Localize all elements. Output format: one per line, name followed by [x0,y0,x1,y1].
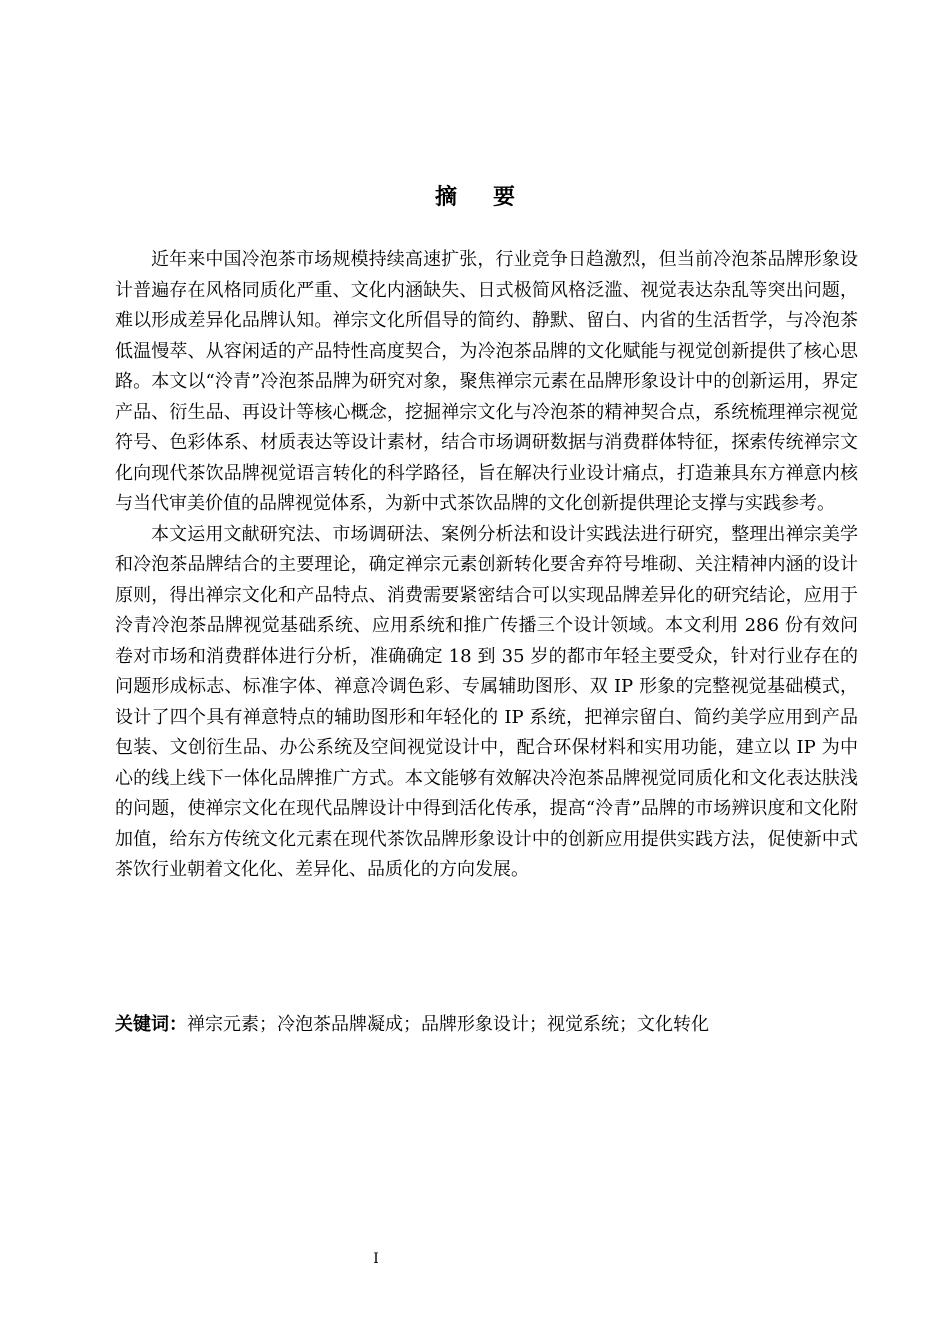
abstract-title-char-1: 摘 [434,185,457,210]
abstract-paragraph-2: 本文运用文献研究法、市场调研法、案例分析法和设计实践法进行研究，整理出禅宗美学和冷泡茶品牌结合的主要理论，确定禅宗元素创新转化要舍弃符号堆砌、关注精神内涵的设计原则，得出禅宗文化和产品特点、消费需要紧密结合可以实现品牌差异化的研究结论，应用于泠青冷泡茶品牌视觉基础系统、应用系统和推广传播三个设计领域。本文利用 286 份有效问卷对市场和消费群体进行分析，准确确定 18 到 35 岁的都市年轻主要受众，针对行业存在的问题形成标志、标准字体、禅意冷调色彩、专属辅助图形、双 IP 形象的完整视觉基础模式，设计了四个具有禅意特点的辅助图形和年轻化的 IP 系统，把禅宗留白、简约美学应用到产品包装、文创衍生品、办公系统及空间视觉设计中，配合环保材料和实用功能，建立以 IP 为中心的线上线下一体化品牌推广方式。本文能够有效解决冷泡茶品牌视觉同质化和文化表达肤浅的问题，使禅宗文化在现代品牌设计中得到活化传承，提高“泠青”品牌的市场辨识度和文化附加值，给东方传统文化元素在现代茶饮品牌形象设计中的创新应用提供实践方法，促使新中式茶饮行业朝着文化化、差异化、品质化的方向发展。 [115,523,858,880]
keywords-text: 禅宗元素；冷泡茶品牌凝成；品牌形象设计；视觉系统；文化转化 [187,1014,709,1035]
abstract-body [115,245,858,886]
abstract-title-char-2: 要 [493,185,516,210]
keywords-line [115,1011,858,1039]
page-number: I [373,1251,379,1267]
abstract-title [0,180,950,211]
keywords-label: 关键词： [115,1014,187,1035]
abstract-paragraph-1: 近年来中国冷泡茶市场规模持续高速扩张，行业竞争日趋激烈，但当前冷泡茶品牌形象设计普遍存在风格同质化严重、文化内涵缺失、日式极简风格泛滥、视觉表达杂乱等突出问题，难以形成差异化品牌认知。禅宗文化所倡导的简约、静默、留白、内省的生活哲学，与冷泡茶低温慢萃、从容闲适的产品特性高度契合，为冷泡茶品牌的文化赋能与视觉创新提供了核心思路。本文以“泠青”冷泡茶品牌为研究对象，聚焦禅宗元素在品牌形象设计中的创新运用，界定产品、衍生品、再设计等核心概念，挖掘禅宗文化与冷泡茶的精神契合点，系统梳理禅宗视觉符号、色彩体系、材质表达等设计素材，结合市场调研数据与消费群体特征，探索传统禅宗文化向现代茶饮品牌视觉语言转化的科学路径，旨在解决行业设计痛点，打造兼具东方禅意内核与当代审美价值的品牌视觉体系，为新中式茶饮品牌的文化创新提供理论支撑与实践参考。 [115,249,858,514]
